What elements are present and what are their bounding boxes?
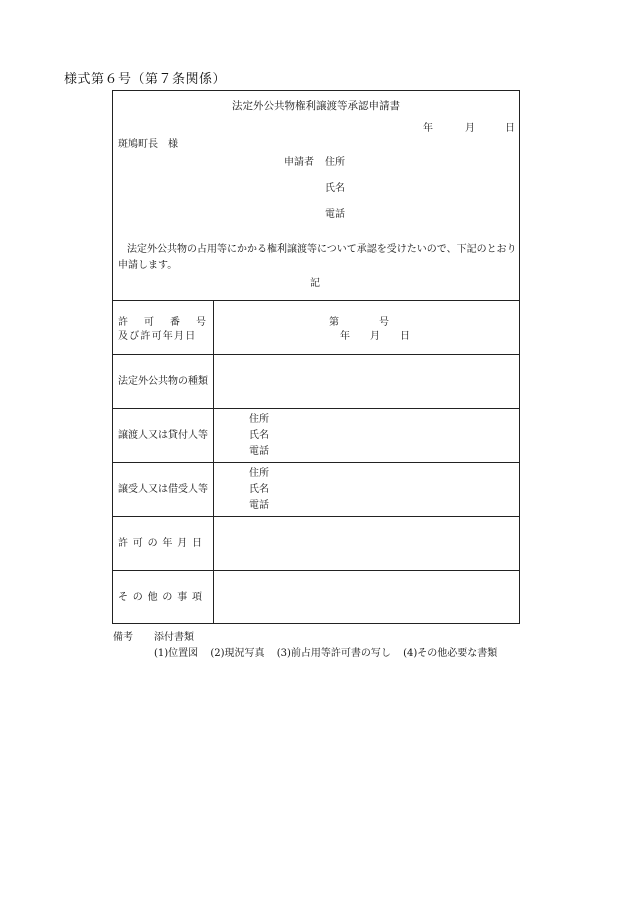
transferee-name-label: 氏名 (249, 484, 269, 495)
request-body-line2: 申請します。 (118, 260, 178, 271)
applicant-label: 申請者 (284, 157, 314, 168)
request-body-line1: 法定外公共物の占用等にかかる権利譲渡等について承認を受けたいので、下記のとおり (127, 244, 517, 255)
attachments-list (154, 644, 497, 659)
transferee-label: 譲受人又は借受人等 (118, 484, 208, 495)
label-char: 番 (170, 317, 180, 328)
row-divider (113, 516, 519, 517)
applicant-name-label: 氏名 (325, 183, 345, 194)
permit-year-label: 年 (340, 331, 350, 342)
label-char: 許 (118, 317, 128, 328)
transferee-address-label: 住所 (249, 468, 269, 479)
transferor-phone-label: 電話 (249, 446, 269, 457)
row-divider (113, 354, 519, 355)
date-year-label: 年 (423, 123, 433, 134)
remarks-label: 備考 (113, 632, 133, 643)
attachment-item: (4)その他必要な書類 (403, 648, 498, 659)
label-char: の (162, 592, 173, 603)
label-char: 項 (191, 592, 202, 603)
attachment-item: (1)位置図 (154, 648, 199, 659)
permit-period-label (118, 538, 202, 550)
label-char: の (147, 538, 158, 549)
public-property-type-label: 法定外公共物の種類 (118, 376, 208, 387)
row-divider (113, 408, 519, 409)
label-char: 号 (196, 317, 206, 328)
label-char: 可 (132, 538, 143, 549)
label-char: 年 (162, 538, 173, 549)
row-divider (113, 462, 519, 463)
transferor-label: 譲渡人又は貸付人等 (118, 430, 208, 441)
label-char: 可 (144, 317, 154, 328)
label-char: 月 (177, 538, 188, 549)
attachment-item: (3)前占用等許可書の写し (276, 648, 391, 659)
permit-number-label (118, 317, 206, 329)
form-number-label: 様式第６号（第７条関係） (64, 72, 227, 87)
label-char: 日 (191, 538, 202, 549)
date-month-label: 月 (465, 123, 475, 134)
transferee-phone-label: 電話 (249, 500, 269, 511)
table-top-rule (113, 300, 519, 301)
date-day-label: 日 (505, 123, 515, 134)
label-char: 事 (177, 592, 188, 603)
label-char: 他 (147, 592, 158, 603)
addressee: 斑鳩町長 様 (118, 139, 178, 150)
permit-day-label: 日 (400, 331, 410, 342)
column-divider (213, 300, 214, 624)
label-char: 許 (118, 538, 128, 549)
form-title: 法定外公共物権利譲渡等承認申請書 (232, 100, 400, 112)
application-form-frame (112, 90, 520, 624)
transferor-name-label: 氏名 (249, 430, 269, 441)
permit-dai-label: 第 (329, 317, 339, 328)
label-char: そ (118, 592, 128, 603)
permit-month-label: 月 (370, 331, 380, 342)
attachments-heading: 添付書類 (154, 632, 194, 643)
transferor-address-label: 住所 (249, 414, 269, 425)
applicant-phone-label: 電話 (325, 209, 345, 220)
other-matters-label (118, 592, 202, 604)
permit-date-label: 及び許可年月日 (118, 331, 197, 342)
permit-go-label: 号 (379, 317, 389, 328)
ki-mark: 記 (310, 278, 320, 289)
attachment-item: (2)現況写真 (210, 648, 265, 659)
applicant-address-label: 住所 (325, 157, 345, 168)
row-divider (113, 570, 519, 571)
label-char: の (132, 592, 143, 603)
